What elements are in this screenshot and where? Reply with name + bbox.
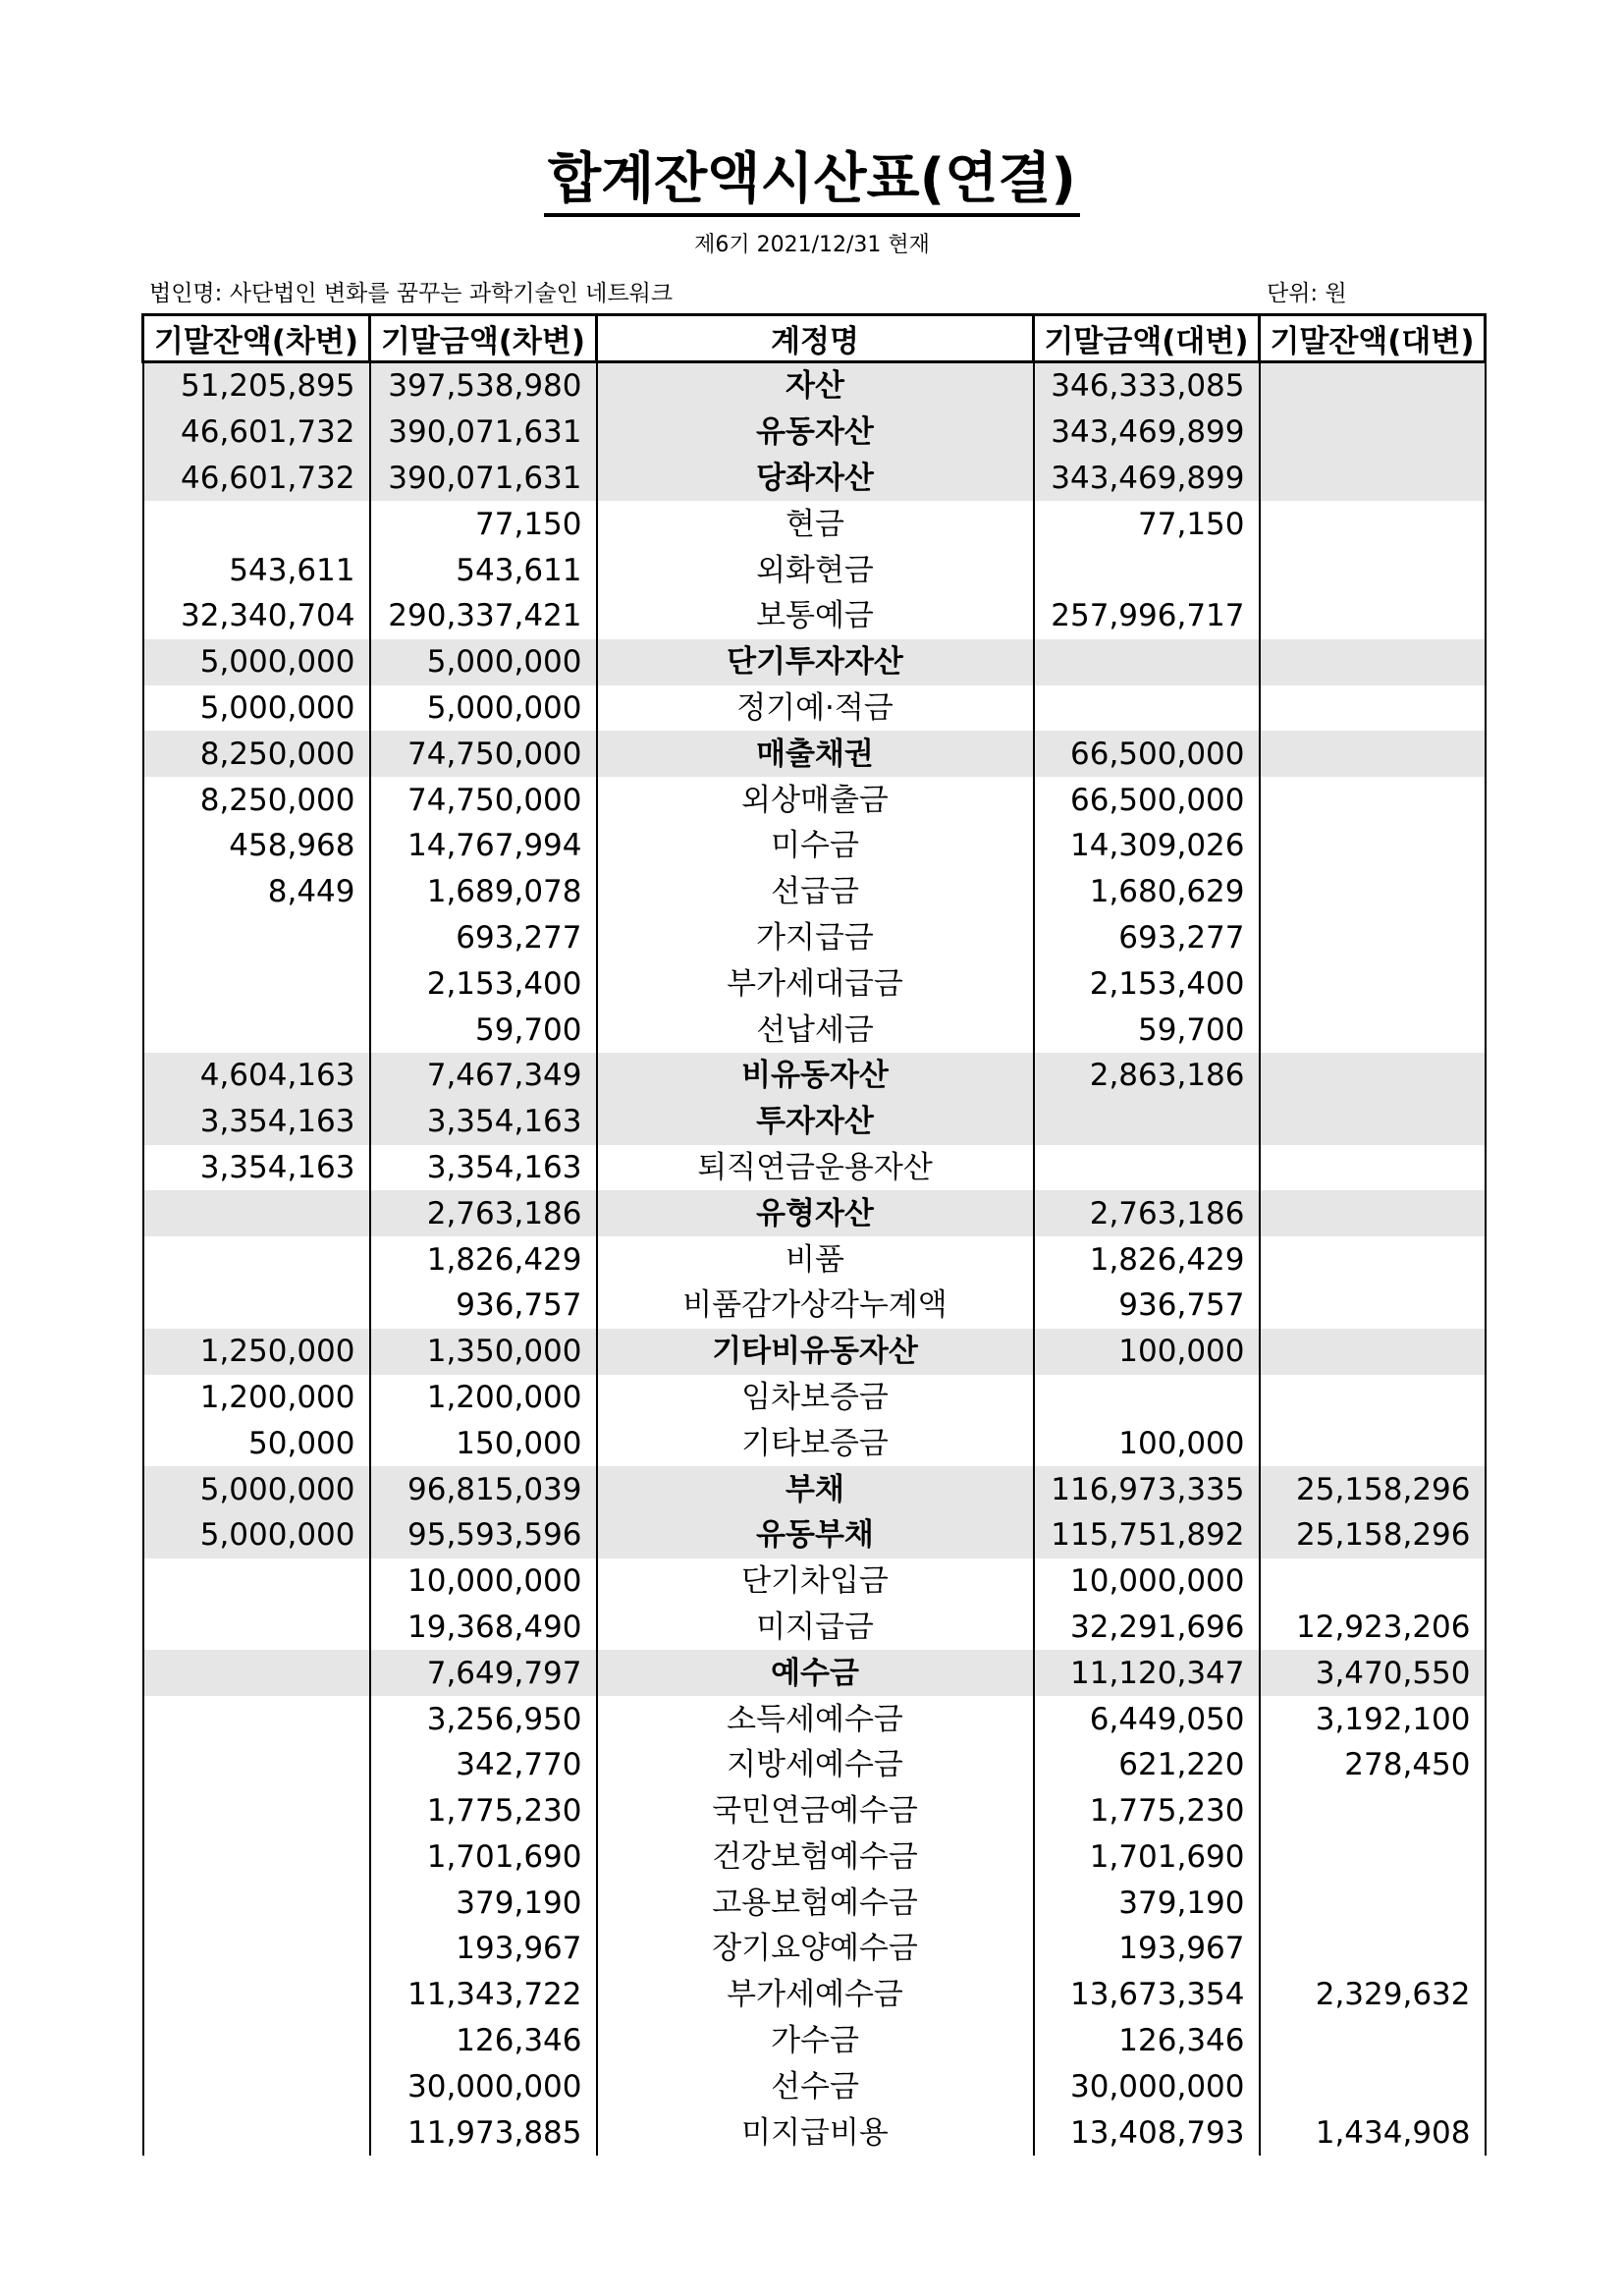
cell-debit-balance: 5,000,000: [143, 639, 370, 685]
cell-debit-balance: [143, 1236, 370, 1283]
table-row: [143, 1558, 1486, 1605]
cell-credit-balance: [1260, 1788, 1486, 1834]
cell-credit-balance: [1260, 1329, 1486, 1375]
cell-credit-amount: 66,500,000: [1034, 777, 1260, 823]
cell-credit-amount: 115,751,892: [1034, 1512, 1260, 1558]
cell-account-name: 예수금: [597, 1650, 1034, 1696]
table-body: [143, 362, 1486, 2157]
cell-account-name: 가지급금: [597, 915, 1034, 961]
cell-debit-balance: 1,250,000: [143, 1329, 370, 1375]
cell-credit-balance: [1260, 1420, 1486, 1466]
cell-account-name: 부채: [597, 1466, 1034, 1512]
cell-debit-balance: 51,205,895: [143, 362, 370, 410]
cell-credit-balance: [1260, 1053, 1486, 1099]
cell-account-name: 가수금: [597, 2018, 1034, 2064]
header-credit-balance: 기말잔액(대변): [1260, 315, 1486, 362]
cell-credit-amount: 13,673,354: [1034, 1972, 1260, 2018]
cell-account-name: 고용보험예수금: [597, 1880, 1034, 1926]
cell-credit-balance: 12,923,206: [1260, 1605, 1486, 1651]
cell-debit-amount: 1,775,230: [370, 1788, 597, 1834]
cell-credit-amount: 14,309,026: [1034, 823, 1260, 869]
cell-debit-balance: [143, 1880, 370, 1926]
cell-credit-amount: [1034, 547, 1260, 593]
cell-debit-balance: 8,250,000: [143, 777, 370, 823]
cell-debit-balance: [143, 1972, 370, 2018]
cell-credit-amount: [1034, 1145, 1260, 1191]
cell-credit-balance: [1260, 1099, 1486, 1145]
cell-debit-amount: 390,071,631: [370, 456, 597, 502]
cell-debit-amount: 77,150: [370, 501, 597, 547]
cell-credit-amount: 693,277: [1034, 915, 1260, 961]
table-row: [143, 1972, 1486, 2018]
cell-debit-balance: [143, 501, 370, 547]
cell-account-name: 기타보증금: [597, 1420, 1034, 1466]
cell-credit-balance: [1260, 869, 1486, 915]
cell-credit-amount: 66,500,000: [1034, 731, 1260, 777]
cell-debit-amount: 74,750,000: [370, 731, 597, 777]
cell-account-name: 퇴직연금운용자산: [597, 1145, 1034, 1191]
cell-credit-balance: [1260, 639, 1486, 685]
table-row: [143, 501, 1486, 547]
cell-credit-balance: [1260, 547, 1486, 593]
table-row: [143, 639, 1486, 685]
cell-credit-amount: 346,333,085: [1034, 362, 1260, 410]
cell-debit-balance: 5,000,000: [143, 685, 370, 732]
cell-credit-amount: 11,120,347: [1034, 1650, 1260, 1696]
table-row: [143, 1236, 1486, 1283]
table-row: [143, 1880, 1486, 1926]
cell-credit-amount: 2,763,186: [1034, 1190, 1260, 1236]
cell-debit-balance: [143, 1742, 370, 1788]
table-row: [143, 731, 1486, 777]
cell-credit-balance: [1260, 960, 1486, 1007]
cell-debit-balance: [143, 1605, 370, 1651]
cell-credit-amount: 59,700: [1034, 1007, 1260, 1053]
currency-unit: 단위: 원: [1267, 281, 1347, 306]
cell-account-name: 미수금: [597, 823, 1034, 869]
cell-debit-amount: 2,153,400: [370, 960, 597, 1007]
cell-debit-amount: 543,611: [370, 547, 597, 593]
cell-credit-amount: 343,469,899: [1034, 410, 1260, 456]
cell-credit-balance: [1260, 731, 1486, 777]
cell-account-name: 선납세금: [597, 1007, 1034, 1053]
cell-account-name: 단기차입금: [597, 1558, 1034, 1605]
table-row: [143, 685, 1486, 732]
cell-credit-balance: [1260, 2018, 1486, 2064]
cell-debit-balance: [143, 1283, 370, 1329]
cell-account-name: 유동부채: [597, 1512, 1034, 1558]
table-row: [143, 823, 1486, 869]
cell-debit-balance: [143, 1788, 370, 1834]
cell-credit-balance: [1260, 362, 1486, 410]
cell-debit-amount: 11,343,722: [370, 1972, 597, 2018]
cell-debit-amount: 936,757: [370, 1283, 597, 1329]
cell-debit-amount: 1,689,078: [370, 869, 597, 915]
cell-credit-amount: 2,863,186: [1034, 1053, 1260, 1099]
cell-credit-balance: [1260, 915, 1486, 961]
cell-debit-amount: 2,763,186: [370, 1190, 597, 1236]
table-row: [143, 1742, 1486, 1788]
table-row: [143, 960, 1486, 1007]
cell-credit-balance: 3,192,100: [1260, 1696, 1486, 1742]
cell-debit-amount: 74,750,000: [370, 777, 597, 823]
table-row: [143, 1512, 1486, 1558]
cell-account-name: 임차보증금: [597, 1375, 1034, 1421]
cell-account-name: 부가세대급금: [597, 960, 1034, 1007]
table-row: [143, 1145, 1486, 1191]
cell-credit-amount: 32,291,696: [1034, 1605, 1260, 1651]
cell-debit-amount: 7,467,349: [370, 1053, 597, 1099]
cell-debit-balance: 8,250,000: [143, 731, 370, 777]
cell-credit-amount: 10,000,000: [1034, 1558, 1260, 1605]
cell-debit-balance: 4,604,163: [143, 1053, 370, 1099]
cell-account-name: 비유동자산: [597, 1053, 1034, 1099]
cell-credit-amount: 77,150: [1034, 501, 1260, 547]
cell-credit-amount: 116,973,335: [1034, 1466, 1260, 1512]
cell-debit-balance: [143, 1558, 370, 1605]
report-title: [0, 149, 1624, 210]
trial-balance-table: [141, 313, 1487, 2156]
cell-credit-balance: [1260, 1145, 1486, 1191]
cell-debit-balance: 46,601,732: [143, 410, 370, 456]
table-row: [143, 2018, 1486, 2064]
cell-credit-balance: [1260, 1558, 1486, 1605]
cell-credit-balance: 278,450: [1260, 1742, 1486, 1788]
cell-debit-balance: [143, 960, 370, 1007]
table-row: [143, 1007, 1486, 1053]
cell-debit-balance: 3,354,163: [143, 1099, 370, 1145]
cell-credit-amount: 257,996,717: [1034, 593, 1260, 639]
cell-account-name: 부가세예수금: [597, 1972, 1034, 2018]
cell-debit-amount: 5,000,000: [370, 685, 597, 732]
cell-debit-balance: [143, 1696, 370, 1742]
cell-account-name: 현금: [597, 501, 1034, 547]
cell-account-name: 미지급금: [597, 1605, 1034, 1651]
cell-credit-amount: 193,967: [1034, 1926, 1260, 1972]
cell-account-name: 선수금: [597, 2063, 1034, 2109]
cell-debit-amount: 14,767,994: [370, 823, 597, 869]
cell-account-name: 정기예·적금: [597, 685, 1034, 732]
cell-credit-balance: [1260, 1236, 1486, 1283]
cell-credit-amount: [1034, 639, 1260, 685]
table-row: [143, 593, 1486, 639]
header-account-name: 계정명: [597, 315, 1034, 362]
cell-debit-amount: 1,200,000: [370, 1375, 597, 1421]
cell-credit-balance: 3,470,550: [1260, 1650, 1486, 1696]
cell-credit-balance: [1260, 1283, 1486, 1329]
cell-credit-amount: 30,000,000: [1034, 2063, 1260, 2109]
cell-credit-balance: [1260, 685, 1486, 732]
table-row: [143, 1788, 1486, 1834]
cell-debit-balance: 5,000,000: [143, 1512, 370, 1558]
table-row: [143, 1650, 1486, 1696]
cell-debit-balance: 1,200,000: [143, 1375, 370, 1421]
table-row: [143, 1053, 1486, 1099]
cell-credit-balance: 2,329,632: [1260, 1972, 1486, 2018]
corporation-name: 법인명: 사단법인 변화를 꿈꾸는 과학기술인 네트워크: [149, 281, 674, 306]
cell-credit-balance: [1260, 1190, 1486, 1236]
cell-account-name: 매출채권: [597, 731, 1034, 777]
cell-credit-balance: [1260, 593, 1486, 639]
table-row: [143, 1329, 1486, 1375]
cell-account-name: 보통예금: [597, 593, 1034, 639]
cell-debit-balance: [143, 1926, 370, 1972]
cell-credit-balance: 25,158,296: [1260, 1512, 1486, 1558]
report-period: 제6기 2021/12/31 현재: [694, 233, 930, 257]
cell-account-name: 유형자산: [597, 1190, 1034, 1236]
cell-credit-amount: 1,775,230: [1034, 1788, 1260, 1834]
cell-debit-balance: 32,340,704: [143, 593, 370, 639]
cell-debit-amount: 59,700: [370, 1007, 597, 1053]
cell-credit-balance: [1260, 823, 1486, 869]
cell-credit-amount: 1,701,690: [1034, 1834, 1260, 1881]
cell-debit-amount: 379,190: [370, 1880, 597, 1926]
cell-account-name: 건강보험예수금: [597, 1834, 1034, 1881]
cell-credit-balance: [1260, 2063, 1486, 2109]
cell-account-name: 외화현금: [597, 547, 1034, 593]
cell-credit-balance: [1260, 501, 1486, 547]
cell-account-name: 선급금: [597, 869, 1034, 915]
cell-debit-amount: 290,337,421: [370, 593, 597, 639]
cell-credit-amount: 379,190: [1034, 1880, 1260, 1926]
cell-credit-amount: 2,153,400: [1034, 960, 1260, 1007]
cell-credit-amount: 100,000: [1034, 1420, 1260, 1466]
cell-debit-balance: [143, 915, 370, 961]
table-row: [143, 1375, 1486, 1421]
cell-debit-amount: 150,000: [370, 1420, 597, 1466]
cell-account-name: 유동자산: [597, 410, 1034, 456]
report-title-text: 합계잔액시산표(연결): [544, 147, 1080, 217]
cell-credit-balance: [1260, 410, 1486, 456]
table-row: [143, 456, 1486, 502]
cell-debit-amount: 3,256,950: [370, 1696, 597, 1742]
cell-account-name: 기타비유동자산: [597, 1329, 1034, 1375]
cell-credit-amount: [1034, 1375, 1260, 1421]
cell-debit-amount: 11,973,885: [370, 2109, 597, 2156]
cell-credit-balance: [1260, 1926, 1486, 1972]
cell-credit-amount: [1034, 685, 1260, 732]
cell-debit-balance: [143, 1190, 370, 1236]
table-header-row: [143, 315, 1486, 362]
cell-credit-amount: 343,469,899: [1034, 456, 1260, 502]
cell-credit-amount: 936,757: [1034, 1283, 1260, 1329]
cell-account-name: 미지급비용: [597, 2109, 1034, 2156]
cell-credit-amount: 126,346: [1034, 2018, 1260, 2064]
cell-account-name: 자산: [597, 362, 1034, 410]
cell-credit-amount: 100,000: [1034, 1329, 1260, 1375]
table-row: [143, 2063, 1486, 2109]
cell-debit-balance: [143, 2109, 370, 2156]
cell-debit-amount: 342,770: [370, 1742, 597, 1788]
cell-debit-amount: 19,368,490: [370, 1605, 597, 1651]
cell-debit-amount: 95,593,596: [370, 1512, 597, 1558]
cell-debit-amount: 1,701,690: [370, 1834, 597, 1881]
cell-debit-amount: 193,967: [370, 1926, 597, 1972]
cell-debit-amount: 390,071,631: [370, 410, 597, 456]
table-row: [143, 1190, 1486, 1236]
table-row: [143, 869, 1486, 915]
cell-account-name: 비품: [597, 1236, 1034, 1283]
cell-debit-balance: 3,354,163: [143, 1145, 370, 1191]
cell-debit-balance: [143, 1834, 370, 1881]
header-credit-amount: 기말금액(대변): [1034, 315, 1260, 362]
cell-debit-balance: 458,968: [143, 823, 370, 869]
table-row: [143, 1605, 1486, 1651]
cell-credit-balance: [1260, 456, 1486, 502]
cell-debit-amount: 10,000,000: [370, 1558, 597, 1605]
cell-debit-amount: 3,354,163: [370, 1145, 597, 1191]
cell-debit-amount: 1,350,000: [370, 1329, 597, 1375]
table-row: [143, 777, 1486, 823]
cell-credit-amount: 1,826,429: [1034, 1236, 1260, 1283]
table-row: [143, 1099, 1486, 1145]
cell-account-name: 지방세예수금: [597, 1742, 1034, 1788]
table-row: [143, 1834, 1486, 1881]
cell-account-name: 투자자산: [597, 1099, 1034, 1145]
cell-credit-balance: [1260, 1834, 1486, 1881]
header-debit-balance: 기말잔액(차변): [143, 315, 370, 362]
cell-credit-amount: 6,449,050: [1034, 1696, 1260, 1742]
cell-debit-balance: 543,611: [143, 547, 370, 593]
cell-credit-balance: [1260, 777, 1486, 823]
cell-account-name: 당좌자산: [597, 456, 1034, 502]
cell-credit-amount: 1,680,629: [1034, 869, 1260, 915]
cell-debit-balance: 46,601,732: [143, 456, 370, 502]
cell-debit-amount: 693,277: [370, 915, 597, 961]
cell-debit-amount: 1,826,429: [370, 1236, 597, 1283]
table-row: [143, 362, 1486, 410]
cell-debit-amount: 96,815,039: [370, 1466, 597, 1512]
cell-debit-balance: 50,000: [143, 1420, 370, 1466]
cell-account-name: 비품감가상각누계액: [597, 1283, 1034, 1329]
cell-debit-balance: 5,000,000: [143, 1466, 370, 1512]
cell-credit-amount: [1034, 1099, 1260, 1145]
cell-credit-balance: [1260, 1880, 1486, 1926]
table-row: [143, 1466, 1486, 1512]
cell-credit-balance: 1,434,908: [1260, 2109, 1486, 2156]
cell-credit-balance: [1260, 1007, 1486, 1053]
cell-credit-balance: 25,158,296: [1260, 1466, 1486, 1512]
table-row: [143, 547, 1486, 593]
cell-credit-amount: 621,220: [1034, 1742, 1260, 1788]
cell-debit-amount: 126,346: [370, 2018, 597, 2064]
cell-account-name: 국민연금예수금: [597, 1788, 1034, 1834]
cell-debit-amount: 5,000,000: [370, 639, 597, 685]
cell-debit-balance: [143, 1007, 370, 1053]
table-row: [143, 1926, 1486, 1972]
cell-debit-balance: [143, 2018, 370, 2064]
cell-credit-amount: 13,408,793: [1034, 2109, 1260, 2156]
cell-account-name: 외상매출금: [597, 777, 1034, 823]
cell-account-name: 장기요양예수금: [597, 1926, 1034, 1972]
header-debit-amount: 기말금액(차변): [370, 315, 597, 362]
cell-debit-balance: [143, 2063, 370, 2109]
cell-debit-amount: 7,649,797: [370, 1650, 597, 1696]
table-row: [143, 1696, 1486, 1742]
cell-debit-balance: 8,449: [143, 869, 370, 915]
table-row: [143, 1420, 1486, 1466]
table-row: [143, 2109, 1486, 2156]
table-row: [143, 915, 1486, 961]
table-row: [143, 410, 1486, 456]
cell-account-name: 단기투자자산: [597, 639, 1034, 685]
table-row: [143, 1283, 1486, 1329]
cell-debit-amount: 397,538,980: [370, 362, 597, 410]
cell-debit-amount: 3,354,163: [370, 1099, 597, 1145]
cell-debit-amount: 30,000,000: [370, 2063, 597, 2109]
cell-account-name: 소득세예수금: [597, 1696, 1034, 1742]
cell-credit-balance: [1260, 1375, 1486, 1421]
cell-debit-balance: [143, 1650, 370, 1696]
